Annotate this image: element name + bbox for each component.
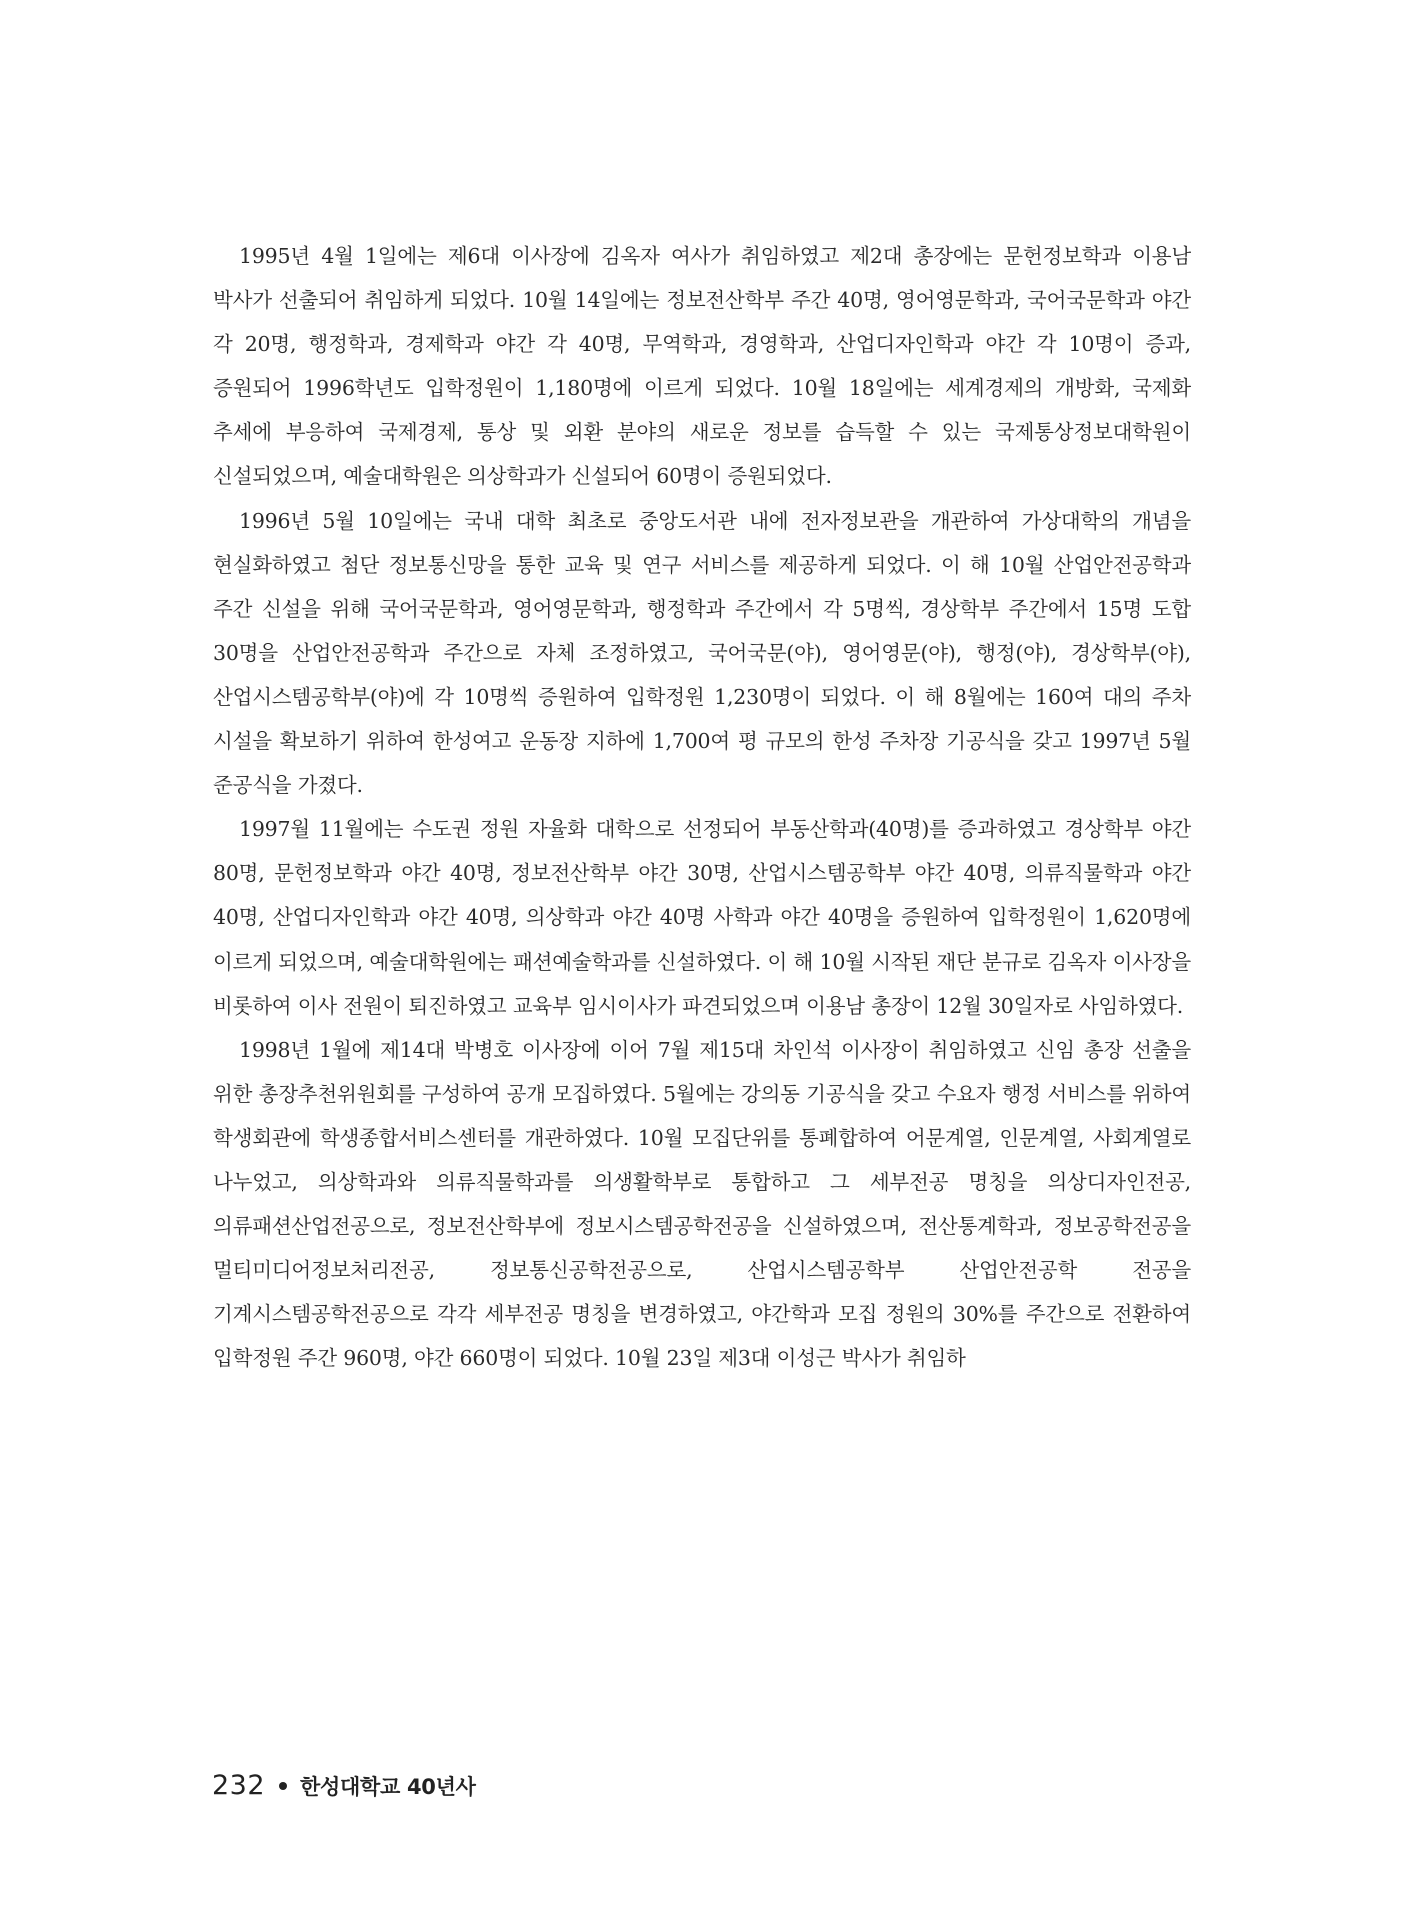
- paragraph-1996: 1996년 5월 10일에는 국내 대학 최초로 중앙도서관 내에 전자정보관을 개관하여 가상대학의 개념을 현실화하였고 첨단 정보통신망을 통한 교육 및 연구 서비스를 제공하게 되었다. 이 해 10월 산업안전공학과 주간 신설을 위해 국어국문학과, 영어영문학과, 행정학과 주간에서 각 5명씩, 경상학부 주간에서 15명 도합 30명을 산업안전공학과 주간으로 자체 조정하였고, 국어국문(야), 영어영문(야), 행정(야), 경상학부(야), 산업시스템공학부(야)에 각 10명씩 증원하여 입학정원 1,230명이 되었다. 이 해 8월에는 160여 대의 주차 시설을 확보하기 위하여 한성여고 운동장 지하에 1,700여 평 규모의 한성 주차장 기공식을 갖고 1997년 5월 준공식을 가졌다.: [213, 508, 1191, 798]
- paragraph-1995: 1995년 4월 1일에는 제6대 이사장에 김옥자 여사가 취임하였고 제2대 총장에는 문헌정보학과 이용남 박사가 선출되어 취임하게 되었다. 10월 14일에는 정보전산학부 주간 40명, 영어영문학과, 국어국문학과 야간 각 20명, 행정학과, 경제학과 야간 각 40명, 무역학과, 경영학과, 산업디자인학과 야간 각 10명이 증과, 증원되어 1996학년도 입학정원이 1,180명에 이르게 되었다. 10월 18일에는 세계경제의 개방화, 국제화 추세에 부응하여 국제경제, 통상 및 외환 분야의 새로운 정보를 습득할 수 있는 국제통상정보대학원이 신설되었으며, 예술대학원은 의상학과가 신설되어 60명이 증원되었다.: [213, 244, 1191, 489]
- body-text: [213, 234, 1191, 1380]
- paragraph-1998: 1998년 1월에 제14대 박병호 이사장에 이어 7월 제15대 차인석 이사장이 취임하였고 신임 총장 선출을 위한 총장추천위원회를 구성하여 공개 모집하였다. 5월에는 강의동 기공식을 갖고 수요자 행정 서비스를 위하여 학생회관에 학생종합서비스센터를 개관하였다. 10월 모집단위를 통폐합하여 어문계열, 인문계열, 사회계열로 나누었고, 의상학과와 의류직물학과를 의생활학부로 통합하고 그 세부전공 명칭을 의상디자인전공, 의류패션산업전공으로, 정보전산학부에 정보시스템공학전공을 신설하였으며, 전산통계학과, 정보공학전공을 멀티미디어정보처리전공, 정보통신공학전공으로, 산업시스템공학부 산업안전공학 전공을 기계시스템공학전공으로 각각 세부전공 명칭을 변경하였고, 야간학과 모집 정원의 30%를 주간으로 전환하여 입학정원 주간 960명, 야간 660명이 되었다. 10월 23일 제3대 이성근 박사가 취임하: [213, 1037, 1191, 1371]
- page-footer: [212, 1770, 476, 1801]
- book-title: 한성대학교 40년사: [300, 1774, 476, 1799]
- paragraph-1997: 1997월 11월에는 수도권 정원 자율화 대학으로 선정되어 부동산학과(40명)를 증과하였고 경상학부 야간 80명, 문헌정보학과 야간 40명, 정보전산학부 야간 30명, 산업시스템공학부 야간 40명, 의류직물학과 야간 40명, 산업디자인학과 야간 40명, 의상학과 야간 40명 사학과 야간 40명을 증원하여 입학정원이 1,620명에 이르게 되었으며, 예술대학원에는 패션예술학과를 신설하였다. 이 해 10월 시작된 재단 분규로 김옥자 이사장을 비롯하여 이사 전원이 퇴진하였고 교육부 임시이사가 파견되었으며 이용남 총장이 12월 30일자로 사임하였다.: [213, 817, 1191, 1018]
- bullet-separator-icon: [279, 1782, 287, 1790]
- page-number: 232: [212, 1770, 266, 1801]
